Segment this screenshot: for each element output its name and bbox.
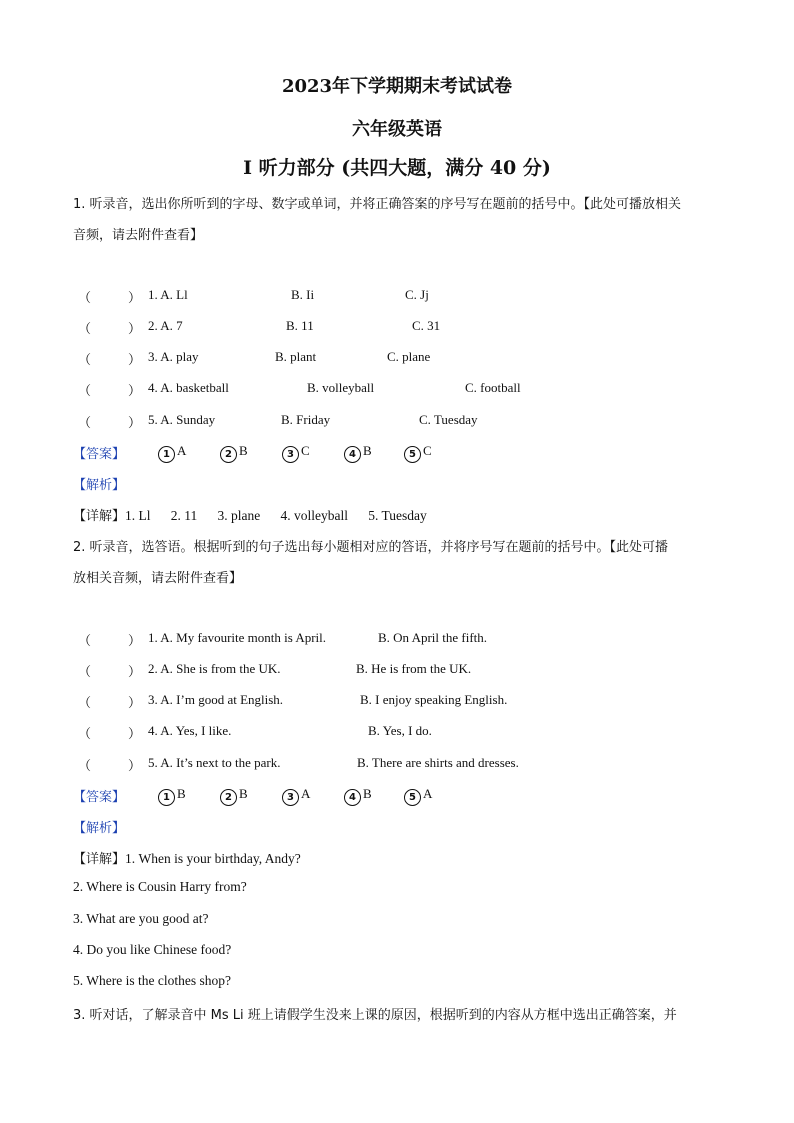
answer-bracket-open: （	[78, 695, 92, 710]
option-c: C. football	[465, 380, 521, 395]
circled-number: 3	[282, 446, 299, 463]
answer-bracket-close: ）	[128, 352, 142, 367]
circled-number: 4	[344, 446, 361, 463]
answer-item	[282, 786, 310, 806]
q2-analysis-tag: 【解析】	[73, 821, 126, 836]
q2-detail-text: 1. When is your birthday, Andy?	[125, 851, 301, 866]
option-a: 4. A. Yes, I like.	[148, 723, 232, 738]
answer-item	[282, 443, 310, 463]
q1-detail-line	[73, 505, 427, 524]
answer-value: B	[239, 786, 248, 801]
answer-value: B	[363, 443, 372, 458]
answer-bracket-close: ）	[128, 321, 142, 336]
answer-value: A	[423, 786, 433, 801]
answer-value: C	[423, 443, 432, 458]
answer-value: B	[239, 443, 248, 458]
circled-number: 5	[404, 789, 421, 806]
detail-tag: 【详解】	[73, 852, 126, 867]
option-a: 5. A. Sunday	[148, 412, 216, 427]
q2-detail-line2: 2. Where is Cousin Harry from?	[73, 879, 247, 894]
option-a: 1. A. Ll	[148, 287, 188, 302]
answer-item	[158, 786, 186, 806]
q2-instruction-line2: 放相关音频，请去附件查看】	[73, 571, 243, 586]
q1-answer-line	[73, 443, 125, 462]
answer-item	[344, 443, 372, 463]
answer-item	[220, 443, 248, 463]
exam-title: 2023年下学期期末考试试卷	[281, 76, 513, 97]
q2-answer-line	[73, 786, 125, 805]
q1-analysis-tag: 【解析】	[73, 478, 126, 493]
option-c: C. Jj	[405, 287, 429, 302]
option-b: B. 11	[286, 318, 314, 333]
option-c: C. plane	[387, 349, 431, 364]
option-b: B. volleyball	[307, 380, 375, 395]
answer-value: B	[177, 786, 186, 801]
option-a: 4. A. basketball	[148, 380, 229, 395]
answer-item	[220, 786, 248, 806]
answer-tag: 【答案】	[73, 790, 126, 805]
option-b: B. Ii	[291, 287, 315, 302]
answer-bracket-close: ）	[128, 415, 142, 430]
option-b: B. On April the fifth.	[378, 630, 488, 645]
q3-instruction-line1: 3. 听对话，了解录音中 Ms Li 班上请假学生没来上课的原因，根据听到的内容从方框中选出正确答案，并	[73, 1008, 677, 1023]
answer-tag: 【答案】	[73, 447, 126, 462]
answer-value: A	[177, 443, 187, 458]
q1-instruction-line2: 音频，请去附件查看】	[73, 228, 204, 243]
option-a: 3. A. play	[148, 349, 199, 364]
option-b: B. I enjoy speaking English.	[360, 692, 508, 707]
option-a: 1. A. My favourite month is April.	[148, 630, 327, 645]
option-a: 3. A. I’m good at English.	[148, 692, 284, 707]
circled-number: 2	[220, 789, 237, 806]
option-a: 5. A. It’s next to the park.	[148, 755, 281, 770]
answer-bracket-close: ）	[128, 633, 142, 648]
answer-bracket-open: （	[78, 352, 92, 367]
answer-bracket-close: ）	[128, 726, 142, 741]
answer-bracket-open: （	[78, 290, 92, 305]
circled-number: 5	[404, 446, 421, 463]
option-b: B. plant	[275, 349, 317, 364]
q2-instruction-line1: 2. 听录音，选答语。根据听到的句子选出每小题相对应的答语，并将序号写在题前的括号中。【此处可播	[73, 540, 669, 555]
option-c: C. Tuesday	[419, 412, 478, 427]
answer-bracket-open: （	[78, 726, 92, 741]
option-c: C. 31	[412, 318, 441, 333]
answer-item	[404, 786, 432, 806]
q1-instruction-line1: 1. 听录音，选出你所听到的字母、数字或单词，并将正确答案的序号写在题前的括号中。【此处可播放相关	[73, 197, 682, 212]
answer-value: A	[301, 786, 311, 801]
answer-item	[404, 443, 432, 463]
detail-tag: 【详解】	[73, 509, 126, 524]
answer-bracket-open: （	[78, 633, 92, 648]
circled-number: 3	[282, 789, 299, 806]
exam-subtitle: 六年级英语	[352, 119, 442, 140]
answer-bracket-close: ）	[128, 758, 142, 773]
option-b: B. There are shirts and dresses.	[357, 755, 519, 770]
answer-bracket-open: （	[78, 758, 92, 773]
option-a: 2. A. 7	[148, 318, 183, 333]
answer-bracket-close: ）	[128, 290, 142, 305]
answer-bracket-close: ）	[128, 383, 142, 398]
q2-detail-line3: 3. What are you good at?	[73, 911, 209, 926]
q1-detail-text: 1. Ll 2. 11 3. plane 4. volleyball 5. Tuesday	[125, 508, 427, 523]
answer-item	[344, 786, 372, 806]
answer-value: C	[301, 443, 310, 458]
option-b: B. He is from the UK.	[356, 661, 472, 676]
option-b: B. Yes, I do.	[368, 723, 432, 738]
q2-detail-line4: 4. Do you like Chinese food?	[73, 942, 232, 957]
q2-detail-line1	[73, 848, 301, 867]
circled-number: 4	[344, 789, 361, 806]
answer-bracket-open: （	[78, 664, 92, 679]
answer-bracket-close: ）	[128, 695, 142, 710]
circled-number: 2	[220, 446, 237, 463]
answer-bracket-open: （	[78, 383, 92, 398]
answer-bracket-close: ）	[128, 664, 142, 679]
answer-item	[158, 443, 186, 463]
option-a: 2. A. She is from the UK.	[148, 661, 281, 676]
answer-value: B	[363, 786, 372, 801]
answer-bracket-open: （	[78, 321, 92, 336]
q2-detail-line5: 5. Where is the clothes shop?	[73, 973, 231, 988]
section-heading: Ⅰ 听力部分 (共四大题，满分 40 分)	[243, 157, 551, 179]
answer-bracket-open: （	[78, 415, 92, 430]
circled-number: 1	[158, 789, 175, 806]
option-b: B. Friday	[281, 412, 331, 427]
circled-number: 1	[158, 446, 175, 463]
